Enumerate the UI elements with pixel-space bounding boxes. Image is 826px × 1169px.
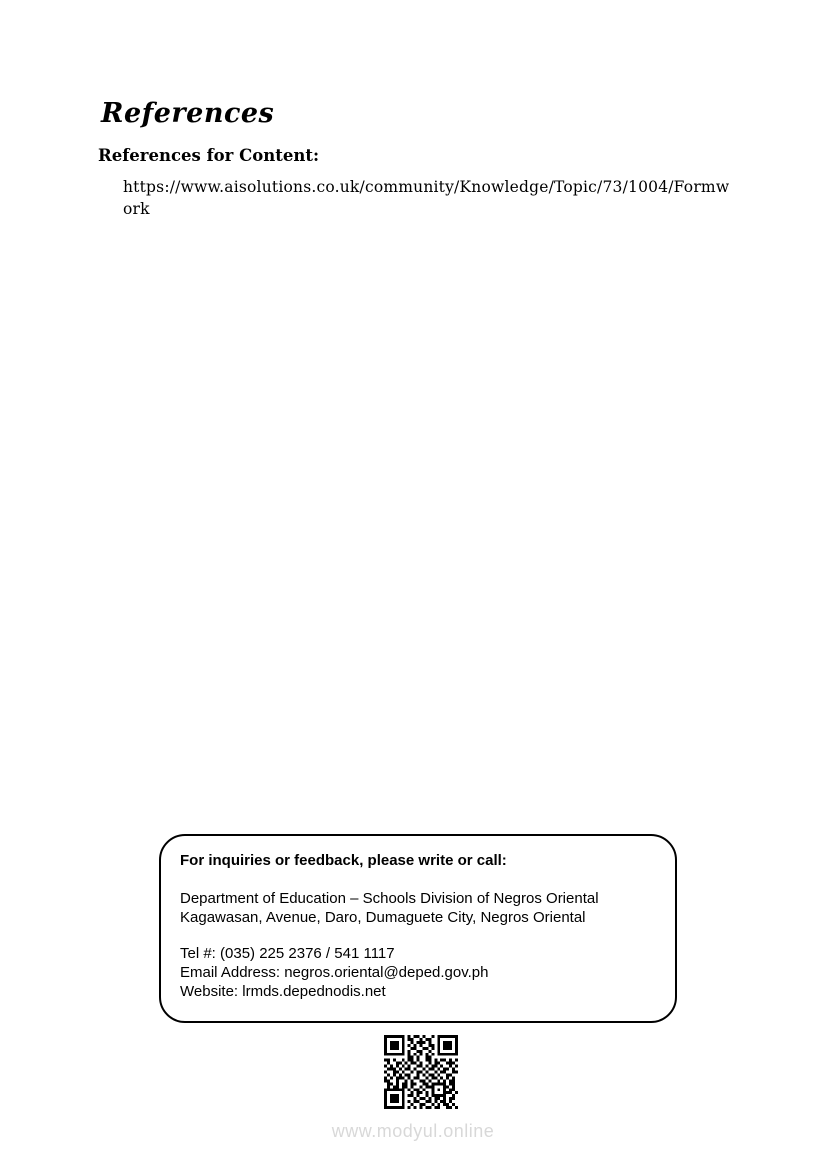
- website-line: Website: lrmds.depednodis.net: [180, 983, 386, 1000]
- watermark: www.modyul.online: [331, 1121, 495, 1141]
- reference-url-line-1: https://www.aisolutions.co.uk/community/Knowledge/Topic/73/1004/Formw: [123, 178, 730, 196]
- org-address-line: Kagawasan, Avenue, Daro, Dumaguete City, Negros Oriental: [180, 909, 586, 926]
- reference-url-line-2: ork: [123, 199, 150, 218]
- references-for-content-heading: References for Content:: [98, 146, 320, 165]
- qr-code: [384, 1035, 458, 1109]
- email-line: Email Address: negros.oriental@deped.gov.ph: [180, 964, 489, 981]
- contact-box-address: [180, 889, 657, 927]
- reference-url: [123, 177, 743, 220]
- telephone-line: Tel #: (035) 225 2376 / 541 1117: [180, 945, 395, 962]
- contact-box-heading: For inquiries or feedback, please write or call:: [180, 852, 507, 869]
- org-name-line: Department of Education – Schools Division of Negros Oriental: [180, 890, 599, 907]
- contact-box-details: [180, 944, 657, 1001]
- page-title: References: [101, 98, 275, 129]
- contact-box: [159, 834, 677, 1023]
